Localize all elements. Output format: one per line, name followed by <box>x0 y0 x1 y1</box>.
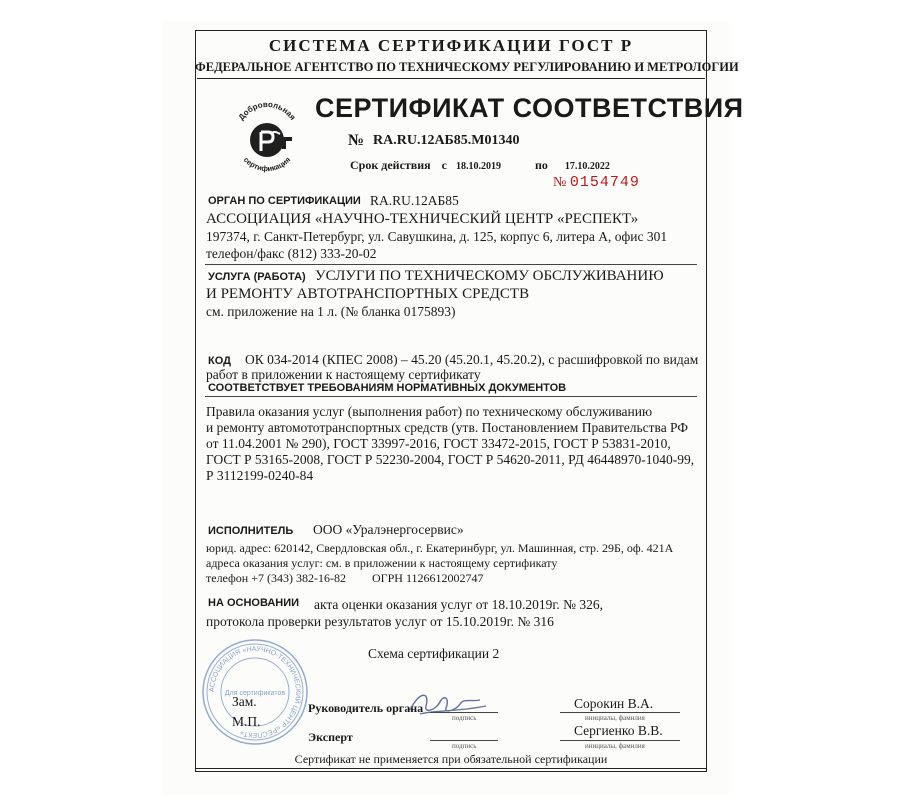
conformity-line: Правила оказания услуг (выполнения работ) по техническому обслуживанию <box>206 404 653 419</box>
stamp-center-text: Для сертификатов <box>224 690 286 697</box>
blank-number <box>553 174 640 191</box>
handwritten-signature-icon <box>400 680 495 730</box>
service-line-2: И РЕМОНТУ АВТОТРАНСПОРТНЫХ СРЕДСТВ <box>206 286 530 302</box>
valid-to-date: 17.10.2022 <box>564 161 610 172</box>
to-label: по <box>535 158 548 172</box>
number-sign: № <box>348 132 365 149</box>
association-stamp-icon <box>200 637 310 747</box>
expert-name-caption: инициалы, фамилия <box>585 742 645 750</box>
certification-scheme: Схема сертификации 2 <box>368 646 500 661</box>
organ-name: АССОЦИАЦИЯ «НАУЧНО-ТЕХНИЧЕСКИЙ ЦЕНТР «РЕСПЕКТ» <box>206 211 639 227</box>
from-label: с <box>441 158 447 172</box>
footer-divider <box>195 768 707 769</box>
service-label: УСЛУГА (РАБОТА) <box>208 271 306 283</box>
head-name: Сорокин В.А. <box>574 696 654 711</box>
basis-line-1: акта оценки оказания услуг от 18.10.2019г. № 326, <box>314 597 603 612</box>
executor-service-address: адреса оказания услуг: см. в приложении к настоящему сертификату <box>206 556 558 570</box>
conformity-line: от 11.04.2001 № 290), ГОСТ 33997-2016, ГОСТ 33472-2015, ГОСТ Р 53831-2010, <box>206 436 671 451</box>
conformity-label: СООТВЕТСТВУЕТ ТРЕБОВАНИЯМ НОРМАТИВНЫХ ДОКУМЕНТОВ <box>208 382 567 394</box>
stamp-ring-text: АССОЦИАЦИЯ «НАУЧНО-ТЕХНИЧЕСКИЙ ЦЕНТР «РЕСПЕКТ» <box>208 645 302 739</box>
executor-legal-address: юрид. адрес: 620142, Свердловская обл., г. Екатеринбург, ул. Машинная, стр. 29Б, оф. 421А <box>206 541 674 555</box>
certificate-title: СЕРТИФИКАТ СООТВЕТСТВИЯ <box>315 93 744 123</box>
organ-label: ОРГАН ПО СЕРТИФИКАЦИИ <box>208 195 361 207</box>
executor-ogrn: ОГРН 1126612002747 <box>372 571 484 585</box>
organ-phone: телефон/факс (812) 333-20-02 <box>206 246 377 261</box>
executor-phone: телефон +7 (343) 382-16-82 <box>206 571 346 585</box>
head-name-line <box>560 712 680 713</box>
footer-note: Сертификат не применяется при обязательной сертификации <box>294 752 608 766</box>
expert-signature-line <box>430 740 498 741</box>
validity-row <box>350 158 501 173</box>
expert-name-line <box>560 740 680 741</box>
valid-from-date: 18.10.2019 <box>456 161 501 172</box>
mp-label: М.П. <box>232 714 261 729</box>
code-line-1: ОК 034-2014 (КПЕС 2008) – 45.20 (45.20.1, 45.20.2), с расшифровкой по видам <box>245 352 699 367</box>
blank-number-value: 0154749 <box>569 174 640 191</box>
conformity-divider <box>205 396 697 397</box>
head-name-caption: инициалы, фамилия <box>585 714 645 722</box>
header-divider <box>197 78 705 79</box>
certification-system-title: СИСТЕМА СЕРТИФИКАЦИИ ГОСТ Р <box>268 36 634 55</box>
basis-line-2: протокола проверки результатов услуг от 15.10.2019г. № 316 <box>206 614 554 629</box>
svg-text:сертификация <box>242 155 292 173</box>
service-line-1: УСЛУГИ ПО ТЕХНИЧЕСКОМУ ОБСЛУЖИВАНИЮ <box>315 268 664 284</box>
head-of-organ-label: Руководитель органа <box>308 701 424 715</box>
expert-label: Эксперт <box>308 730 353 744</box>
deputy-label: Зам. <box>232 694 257 709</box>
head-signature-caption: подпись <box>452 714 477 722</box>
conformity-line: и ремонту автомототранспортных средств (утв. Постановлением Правительства РФ <box>206 420 688 435</box>
blank-number-sign: № <box>553 175 567 190</box>
organ-code: RA.RU.12АБ85 <box>370 193 459 208</box>
expert-signature-caption: подпись <box>452 742 477 750</box>
conformity-line: ГОСТ Р 53165-2008, ГОСТ Р 52230-2004, ГОСТ Р 54620-2011, РД 46448970-1040-99, <box>206 452 695 467</box>
logo-top-text: Добровольная <box>236 99 298 122</box>
rost-certification-logo-icon <box>228 96 306 174</box>
organ-divider <box>205 264 697 265</box>
expert-name: Сергиенко В.В. <box>574 723 663 738</box>
validity-to <box>535 158 610 173</box>
service-appendix: см. приложение на 1 л. (№ бланка 0175893) <box>206 304 456 319</box>
executor-name: ООО «Уралэнергосервис» <box>313 522 464 537</box>
code-label: КОД <box>208 355 231 367</box>
basis-label: НА ОСНОВАНИИ <box>208 597 300 609</box>
organ-address: 197374, г. Санкт-Петербург, ул. Савушкина, д. 125, корпус 6, литера А, офис 301 <box>206 229 668 244</box>
executor-label: ИСПОЛНИТЕЛЬ <box>208 525 294 537</box>
svg-text:Добровольная <box>237 100 298 122</box>
conformity-line: Р 3112199-0240-84 <box>206 468 314 483</box>
agency-name: ФЕДЕРАЛЬНОЕ АГЕНТСТВО ПО ТЕХНИЧЕСКОМУ РЕГУЛИРОВАНИЮ И МЕТРОЛОГИИ <box>195 60 739 74</box>
code-line-2: работ в приложении к настоящему сертификату <box>206 367 481 382</box>
logo-bottom-text: сертификация <box>241 155 293 174</box>
certificate-number: RA.RU.12АБ85.М01340 <box>373 133 520 148</box>
validity-label: Срок действия <box>350 158 431 172</box>
